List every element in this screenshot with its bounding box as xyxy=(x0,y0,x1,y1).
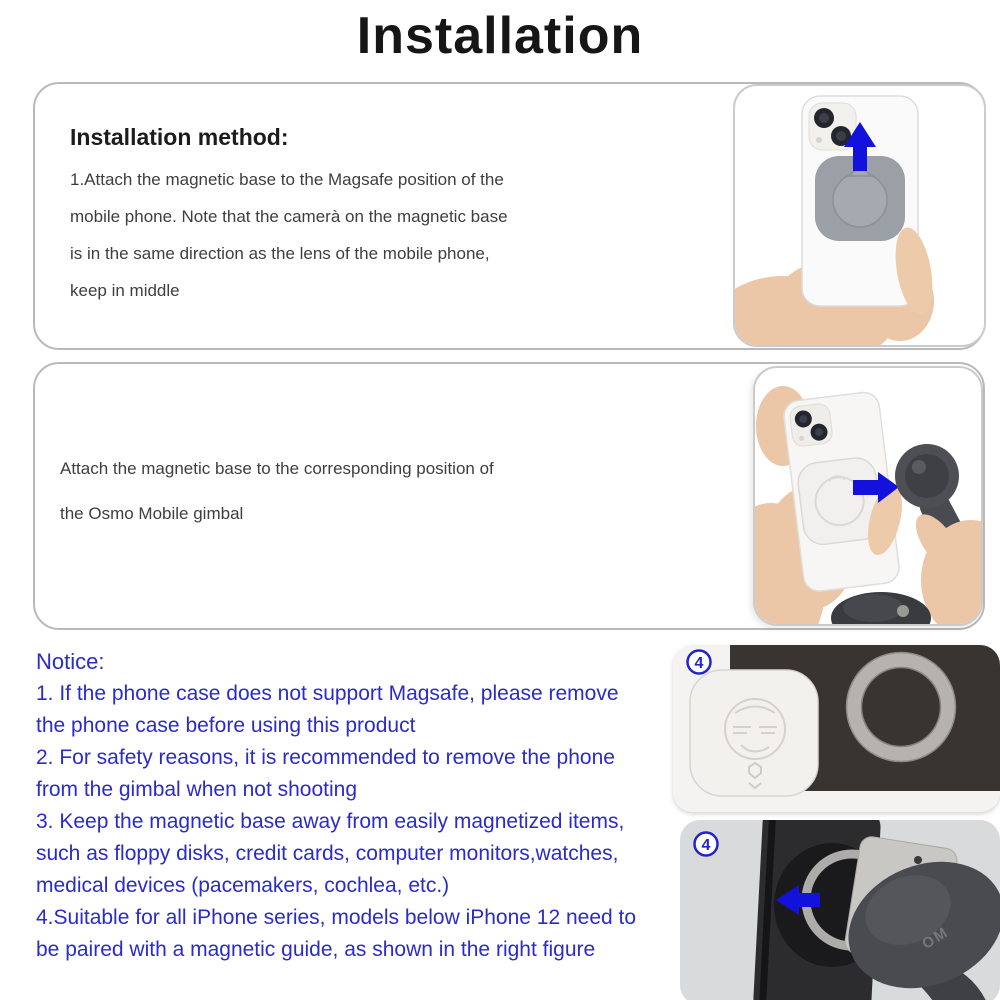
instruction-line: Attach the magnetic base to the corresponding position of xyxy=(60,459,494,478)
phone-to-gimbal-photo xyxy=(755,368,981,624)
notice-line: from the gimbal when not shooting xyxy=(36,778,358,801)
instruction-line: keep in middle xyxy=(70,281,180,300)
instruction-line: is in the same direction as the lens of the mobile phone, xyxy=(70,244,490,263)
figure-attach-phone-to-gimbal xyxy=(753,366,983,626)
notice-line: medical devices (pacemakers, cochlea, etc.) xyxy=(36,874,450,897)
gimbal-mount-photo xyxy=(680,820,1000,1000)
notice-line: such as floppy disks, credit cards, computer monitors,watches, xyxy=(36,842,619,865)
notice-section xyxy=(36,646,676,966)
notice-line: 4.Suitable for all iPhone series, models below iPhone 12 need to xyxy=(36,906,637,929)
notice-line: 2. For safety reasons, it is recommended to remove the phone xyxy=(36,746,615,769)
figure-magnetic-guide-and-ring xyxy=(673,645,1000,812)
instruction-line: the Osmo Mobile gimbal xyxy=(60,504,244,523)
notice-line: 3. Keep the magnetic base away from easily magnetized items, xyxy=(36,810,625,833)
notice-line: the phone case before using this product xyxy=(36,714,416,737)
notice-line: be paired with a magnetic guide, as shown in the right figure xyxy=(36,938,596,961)
step-badge xyxy=(695,833,718,856)
step-badge-number: 4 xyxy=(701,837,711,854)
installation-method-text xyxy=(70,124,508,309)
magnetic-guide-plate xyxy=(690,670,818,796)
om-logo: OM xyxy=(919,923,953,953)
instruction-line: mobile phone. Note that the camerà on the magnetic base xyxy=(70,207,508,226)
gimbal-body xyxy=(831,592,931,624)
attach-to-gimbal-text xyxy=(60,446,494,536)
notice-heading: Notice: xyxy=(36,649,105,674)
notice-line: 1. If the phone case does not support Magsafe, please remove xyxy=(36,682,619,705)
figure-attach-base-to-phone xyxy=(733,84,986,347)
page-title: Installation xyxy=(356,7,644,65)
instruction-line: 1.Attach the magnetic base to the Magsafe position of the xyxy=(70,170,504,189)
magnetic-guide-photo xyxy=(673,645,1000,812)
camera-module xyxy=(789,403,834,448)
step-badge xyxy=(688,651,711,674)
section-heading: Installation method: xyxy=(70,124,289,150)
phone-with-magnetic-base-photo xyxy=(735,86,984,345)
step-badge-number: 4 xyxy=(694,655,704,672)
figure-gimbal-mount-closeup xyxy=(680,820,1000,1000)
